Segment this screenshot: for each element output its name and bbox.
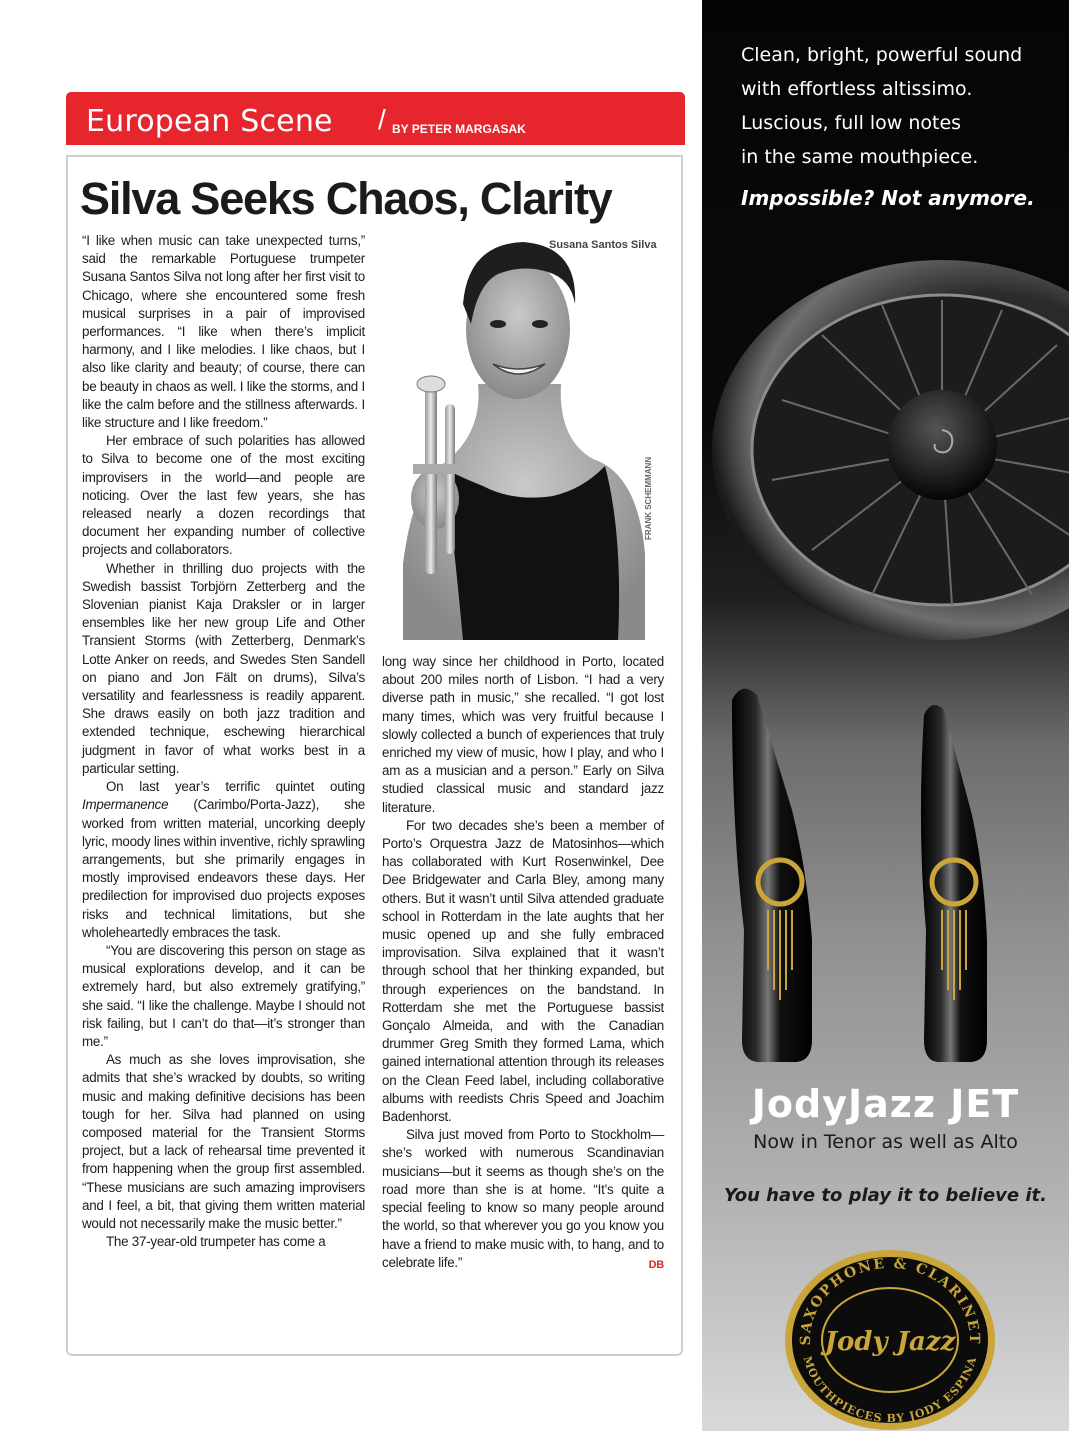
jet-engine-mouthpiece-image	[702, 250, 1069, 1090]
jodyjazz-logo	[780, 1240, 1000, 1430]
advertisement	[702, 0, 1069, 1431]
ad-subline: Now in Tenor as well as Alto	[753, 1131, 1018, 1153]
ad-headline-line: Luscious, full low notes	[741, 112, 962, 134]
logo-center-text: Jody Jazz	[824, 1327, 956, 1357]
section-header	[66, 92, 685, 145]
section-title: European Scene	[86, 104, 333, 139]
article-photo	[383, 234, 665, 640]
album-title: Impermanence	[82, 797, 169, 813]
ad-brand: JodyJazz JET	[751, 1082, 1020, 1126]
section-slash: /	[378, 104, 386, 135]
paragraph: Whether in thrilling duo projects with the Swedish bassist Torbjörn Zetterberg and the Slovenian pianist Kaja Draksler or in larger ensembles like her new group Life and Other Transient Storms (with Zetterberg, Denmark’s Lotte Anker on reeds, and Swedes Sten Sandell on piano and Jon Fält on drums), Silva’s versatility and fearlessness is readily apparent. She draws easily on both jazz tradition and extended technique, eschewing hierarchical judgment in favor of what works best in a particular setting.	[82, 560, 365, 776]
trumpeter-portrait-image	[383, 234, 665, 640]
paragraph: The 37-year-old trumpeter has come a	[106, 1234, 326, 1250]
article-column-1	[82, 232, 365, 1251]
paragraph-rest: (Carimbo/Porta-Jazz), she worked from written material, uncorking deeply lyric, moody lines within inventive, richly sprawling arrangements, but she primarily engages in mostly improvised endeavors these days. Her predilection for improvised duo projects exposes risks and technical limitations, but she wholeheartedly embraces the task.	[82, 797, 365, 940]
ad-tagline: Impossible? Not anymore.	[741, 186, 1035, 210]
photo-credit: FRANK SCHEMMANN	[644, 456, 653, 540]
byline: BY PETER MARGASAK	[392, 122, 526, 136]
ad-headline-line: Clean, bright, powerful sound	[741, 44, 1023, 66]
ad-headline-line: with effortless altissimo.	[741, 78, 973, 100]
headline: Silva Seeks Chaos, Clarity	[80, 173, 612, 224]
paragraph: “I like when music can take unexpected turns,” said the remarkable Portuguese trumpeter Susana Santos Silva not long after her first visit to Chicago, where she encountered some fresh musical surprises in a pair of improvised performances. “I like when there’s implicit harmony, and I like melodies. I like chaos, but I also like clarity and beauty; of course, there can be beauty in chaos as well. I like the storms, and I like the calm before and the stillness afterwards. I like structure and I like freedom.”	[82, 233, 365, 431]
paragraph: As much as she loves improvisation, she admits that she’s wracked by doubts, so writing music and making definitive decisions has been tough for her. Silva had planned on using composed material for the Transient Storms project, but a lack of rehearsal time prevented it from happening when the group first assembled. “These musicians are such amazing improvisers and I feel, a bit, that giving them written material would not necessarily make the music better.”	[82, 1052, 365, 1231]
end-mark: DB	[648, 1258, 664, 1271]
paragraph: “You are discovering this person on stage as musical explorations develop, and it can be extremely hard, but also extremely gratifying,” she said. “I like the challenge. Maybe I should not risk failing, but I can’t do that—it’s stronger than me.”	[82, 942, 365, 1049]
paragraph-lead: On last year’s terrific quintet outing	[106, 779, 365, 795]
paragraph	[82, 778, 365, 942]
ad-headline	[741, 38, 1022, 174]
paragraph: Her embrace of such polarities has allowed to Silva to become one of the most exciting improvisers in the world—and people are noticing. Over the last few years, she has released nearly a dozen recordings that document her expanding number of collective projects and collaborators.	[82, 433, 365, 558]
photo-caption: Susana Santos Silva	[549, 239, 657, 251]
ad-slogan: You have to play it to believe it.	[724, 1185, 1047, 1206]
paragraph-text: Silva just moved from Porto to Stockholm—she’s worked with numerous Scandinavian musicians—but it seems as though she’s on the road more than she is at home. “It’s quite a special feeling to know so many people around the world, so that wherever you go you know you have a friend to make music with, to hang, and to celebrate life.”	[382, 1127, 664, 1270]
paragraph: For two decades she’s been a member of Porto’s Orquestra Jazz de Matosinhos—which has collaborated with Kurt Rosenwinkel, Dee Dee Bridgewater and Carla Bley, among many others. But it wasn’t until Silva attended graduate school in Rotterdam in the late aughts that her music opened up and she fully embraced improvisation. Silva explained that it wasn’t through school that her thinking expanded, but through experiences on the bandstand. In Rotterdam she met the Portuguese bassist Gonçalo Almeida, and with the Canadian drummer Greg Smith they formed Lama, which gained international attention through its releases on the Clean Feed label, including collaborative albums with reedists Chris Speed and Joachim Badenhorst.	[382, 817, 664, 1125]
logo-bottom-text: MOUTHPIECES BY JODY ESPINA	[800, 1354, 980, 1426]
logo-top-text: SAXOPHONE & CLARINET	[797, 1255, 983, 1346]
ad-headline-line: in the same mouthpiece.	[741, 146, 979, 168]
article-column-2	[382, 653, 664, 1274]
paragraph	[382, 1126, 664, 1272]
paragraph: long way since her childhood in Porto, located about 200 miles north of Lisbon. “I had a very diverse path in music,” she recalled. “I got lost many times, which was very fruitful because I slowly collected a bunch of experiences that truly enriched my view of music, how I play, and who I am as a musician and a person.” Early on Silva studied classical music and standard jazz literature.	[382, 654, 664, 815]
